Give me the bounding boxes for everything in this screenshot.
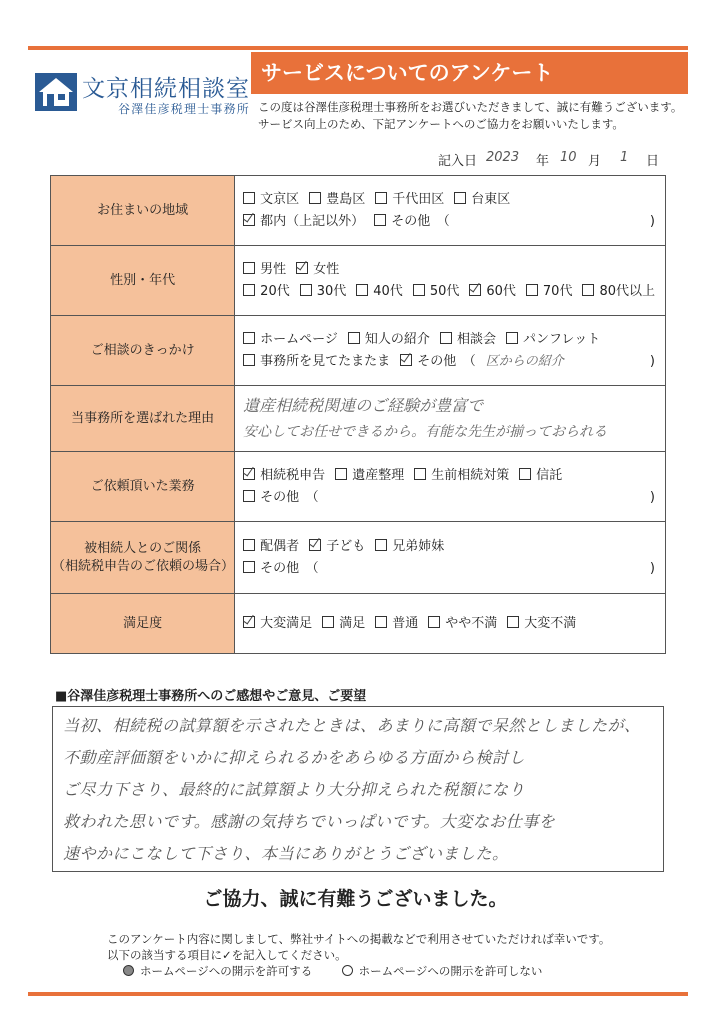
checkbox-option[interactable]	[428, 616, 497, 631]
option-line	[243, 487, 665, 509]
closing-paren: )	[649, 353, 655, 369]
row-content	[235, 452, 666, 522]
date-label: 記入日	[438, 154, 478, 169]
checkbox-icon[interactable]	[348, 332, 360, 344]
checkbox-option[interactable]	[582, 284, 655, 299]
intro-line: この度は谷澤佳彦税理士事務所をお選びいただきまして、誠に有難うございます。	[258, 100, 683, 114]
option-label: 子ども	[326, 538, 366, 554]
checkbox-option[interactable]	[322, 616, 365, 631]
checkbox-icon[interactable]	[335, 468, 347, 480]
checkbox-icon[interactable]	[309, 192, 321, 204]
row-label	[51, 176, 235, 246]
option-line	[243, 465, 665, 487]
option-line	[243, 259, 665, 281]
checkbox-icon[interactable]	[296, 262, 308, 274]
date-month-value[interactable]: 10	[560, 150, 577, 165]
option-label: 台東区	[471, 191, 511, 207]
option-label: その他 （	[391, 213, 450, 229]
checkbox-option[interactable]	[469, 284, 516, 299]
intro-text	[258, 99, 682, 133]
option-label: 大変満足	[260, 615, 313, 631]
row-label-text: （相続税申告のご依頼の場合）	[52, 558, 235, 574]
option-label: 兄弟姉妹	[392, 538, 445, 554]
checkbox-icon[interactable]	[243, 490, 255, 502]
other-handwritten-value[interactable]: 区からの紹介	[485, 353, 564, 369]
checkbox-icon[interactable]	[375, 539, 387, 551]
date-year-unit: 年	[536, 154, 550, 169]
date-month-unit: 月	[588, 154, 602, 169]
row-content	[235, 176, 666, 246]
survey-row	[51, 522, 666, 594]
option-line	[243, 211, 665, 233]
checkbox-option[interactable]	[375, 539, 444, 554]
survey-row	[51, 176, 666, 246]
row-content	[235, 246, 666, 316]
checkbox-option[interactable]	[243, 468, 325, 483]
option-label: やや不満	[445, 615, 498, 631]
disclosure-allow-option[interactable]: ホームページへの開示を許可する	[123, 964, 312, 978]
checkbox-icon[interactable]	[440, 332, 452, 344]
checkbox-option[interactable]	[440, 332, 496, 347]
radio-icon[interactable]	[342, 965, 353, 976]
row-label	[51, 316, 235, 386]
checkbox-option[interactable]	[400, 354, 476, 369]
option-label: 30代	[316, 283, 347, 299]
checkbox-icon[interactable]	[243, 332, 255, 344]
row-content	[235, 594, 666, 654]
checkbox-option[interactable]	[243, 192, 299, 207]
reason-handwritten-line[interactable]: 安心してお任せできるから。有能な先生が揃っておられる	[243, 423, 608, 440]
row-content	[235, 316, 666, 386]
checkbox-icon[interactable]	[300, 284, 312, 296]
checkbox-option[interactable]	[454, 192, 510, 207]
option-label: 文京区	[260, 191, 300, 207]
row-label-text: 当事務所を選ばれた理由	[71, 410, 215, 426]
house-logo-icon	[34, 72, 78, 112]
option-label: 40代	[373, 283, 403, 299]
comment-line: 当初、相続税の試算額を示されたときは、あまりに高額で呆然としましたが、	[63, 716, 641, 735]
option-label: その他 （	[260, 560, 319, 576]
checkbox-option[interactable]	[356, 284, 403, 299]
option-line	[243, 558, 665, 580]
thanks-message: ご協力、誠に有難うございました。	[203, 888, 508, 910]
option-label: 都内（上記以外）	[260, 213, 365, 229]
row-label-text: 性別・年代	[110, 272, 176, 288]
checkbox-icon[interactable]	[375, 192, 387, 204]
checkbox-icon[interactable]	[428, 616, 440, 628]
checkbox-icon[interactable]	[243, 284, 255, 296]
row-content	[235, 522, 666, 594]
disclosure-text: このアンケート内容に関しまして、弊社サイトへの掲載などで利用させていただければ幸いです。	[107, 932, 611, 946]
checkbox-icon[interactable]	[526, 284, 538, 296]
option-label: 20代	[260, 283, 290, 299]
checkbox-option[interactable]	[243, 490, 319, 505]
option-line	[243, 536, 665, 558]
option-label: 男性	[260, 261, 287, 277]
checkbox-option[interactable]	[300, 284, 347, 299]
top-accent-line	[28, 46, 688, 50]
comment-line: 速やかにこなして下さり、本当にありがとうございました。	[63, 844, 509, 863]
checkbox-option[interactable]	[374, 214, 450, 229]
date-day-value[interactable]: 1	[620, 150, 629, 165]
row-label-text: ご依頼頂いた業務	[90, 478, 195, 494]
option-label: 事務所を見てたまたま	[260, 353, 391, 369]
option-label: 大変不満	[524, 615, 577, 631]
date-field	[438, 148, 688, 172]
checkbox-icon[interactable]	[507, 616, 519, 628]
checkbox-icon[interactable]	[582, 284, 594, 296]
checkbox-option[interactable]	[413, 284, 460, 299]
intro-line: サービス向上のため、下記アンケートへのご協力をお願いいたします。	[258, 117, 624, 131]
option-label: 遺産整理	[352, 467, 405, 483]
option-label: 知人の紹介	[364, 331, 430, 347]
checkbox-option[interactable]	[243, 214, 364, 229]
checkbox-icon[interactable]	[356, 284, 368, 296]
checkbox-option[interactable]	[309, 539, 365, 554]
checkbox-option[interactable]	[519, 468, 562, 483]
checkbox-icon[interactable]	[375, 616, 387, 628]
survey-row	[51, 316, 666, 386]
checkbox-option[interactable]	[243, 284, 290, 299]
option-label: 千代田区	[392, 191, 445, 207]
checkbox-icon[interactable]	[243, 616, 255, 628]
checkbox-option[interactable]	[526, 284, 573, 299]
checkbox-option[interactable]	[243, 539, 299, 554]
option-label: その他 （	[260, 489, 319, 505]
checkbox-option[interactable]	[335, 468, 404, 483]
option-label: パンフレット	[522, 331, 601, 347]
closing-paren: )	[649, 213, 655, 229]
row-label-text: 被相続人とのご関係	[84, 540, 202, 556]
option-line	[243, 189, 665, 211]
survey-row	[51, 594, 666, 654]
date-day-unit: 日	[646, 154, 660, 169]
bottom-accent-line	[28, 992, 688, 996]
checkbox-option[interactable]	[348, 332, 430, 347]
checkbox-option[interactable]	[243, 332, 338, 347]
row-label-text: 満足度	[123, 615, 163, 631]
brand-logo	[32, 68, 251, 116]
option-line	[243, 613, 665, 635]
checkbox-icon[interactable]	[243, 539, 255, 551]
checkbox-icon[interactable]	[243, 214, 255, 226]
checkbox-icon[interactable]	[243, 468, 255, 480]
checkbox-icon[interactable]	[506, 332, 518, 344]
radio-icon[interactable]	[123, 965, 134, 976]
option-label: 80代以上	[599, 283, 655, 299]
comment-line: 不動産評価額をいかに抑えられるかをあらゆる方面から検討し	[63, 748, 526, 767]
survey-row	[51, 246, 666, 316]
checkbox-option[interactable]	[309, 192, 365, 207]
reason-handwritten-line[interactable]: 遺産相続税関連のご経験が豊富で	[243, 395, 484, 415]
checkbox-icon[interactable]	[469, 284, 481, 296]
checkbox-icon[interactable]	[374, 214, 386, 226]
option-label: 信託	[536, 467, 563, 483]
checkbox-option[interactable]	[375, 616, 418, 631]
row-label	[51, 522, 235, 594]
option-label: 生前相続対策	[431, 467, 510, 483]
option-label: 相続税申告	[260, 467, 326, 483]
checkbox-icon[interactable]	[519, 468, 531, 480]
closing-paren: )	[649, 489, 655, 505]
option-label: 50代	[429, 283, 460, 299]
checkbox-icon[interactable]	[322, 616, 334, 628]
checkbox-option[interactable]	[243, 262, 286, 277]
option-label: その他 （	[417, 353, 476, 369]
brand-name: 文京相続相談室	[82, 76, 250, 102]
checkbox-option[interactable]	[375, 192, 444, 207]
checkbox-icon[interactable]	[400, 354, 412, 366]
checkbox-icon[interactable]	[243, 561, 255, 573]
checkbox-option[interactable]	[296, 262, 339, 277]
row-content	[235, 386, 666, 452]
row-label-text: ご相談のきっかけ	[90, 342, 195, 358]
survey-row	[51, 386, 666, 452]
row-label	[51, 452, 235, 522]
disclosure-deny-option[interactable]: ホームページへの開示を許可しない	[342, 964, 543, 978]
checkbox-icon[interactable]	[413, 284, 425, 296]
date-year-value[interactable]: 2023	[486, 150, 520, 165]
option-label: 相談会	[456, 331, 496, 347]
option-line	[243, 351, 665, 373]
option-line	[243, 329, 665, 351]
closing-paren: )	[649, 560, 655, 576]
checkbox-icon[interactable]	[243, 192, 255, 204]
row-label	[51, 386, 235, 452]
checkbox-icon[interactable]	[414, 468, 426, 480]
disclosure-text: 以下の該当する項目に✓を記入してください。	[107, 948, 347, 962]
option-label: 70代	[542, 283, 573, 299]
checkbox-icon[interactable]	[243, 354, 255, 366]
checkbox-icon[interactable]	[243, 262, 255, 274]
option-line	[243, 281, 665, 303]
checkbox-option[interactable]	[243, 354, 390, 369]
checkbox-option[interactable]	[414, 468, 509, 483]
option-label: 豊島区	[326, 191, 366, 207]
option-label: 60代	[486, 283, 516, 299]
row-label	[51, 246, 235, 316]
disclosure-options	[107, 963, 610, 979]
survey-row	[51, 452, 666, 522]
option-label: 女性	[313, 261, 340, 277]
disclosure-section	[107, 931, 610, 979]
row-label	[51, 594, 235, 654]
checkbox-option[interactable]	[507, 616, 576, 631]
option-label: 配偶者	[260, 538, 300, 554]
row-label-text: お住まいの地域	[97, 202, 189, 218]
checkbox-option[interactable]	[243, 616, 312, 631]
option-label: 満足	[339, 615, 366, 631]
checkbox-option[interactable]	[243, 561, 319, 576]
comment-line: ご尽力下さり、最終的に試算額より大分抑えられた税額になり	[63, 780, 526, 799]
checkbox-option[interactable]	[506, 332, 600, 347]
comment-line: 救われた思いです。感謝の気持ちでいっぱいです。大変なお仕事を	[63, 812, 556, 831]
option-label: 普通	[392, 615, 419, 631]
option-label: ホームページ	[260, 331, 338, 347]
survey-table	[50, 175, 666, 654]
brand-subtitle: 谷澤佳彦税理士事務所	[118, 102, 251, 116]
page-title: サービスについてのアンケート	[251, 52, 688, 94]
comments-box[interactable]	[52, 706, 664, 872]
comments-title: ■谷澤佳彦税理士事務所へのご感想やご意見、ご要望	[55, 689, 367, 704]
checkbox-icon[interactable]	[454, 192, 466, 204]
checkbox-icon[interactable]	[309, 539, 321, 551]
